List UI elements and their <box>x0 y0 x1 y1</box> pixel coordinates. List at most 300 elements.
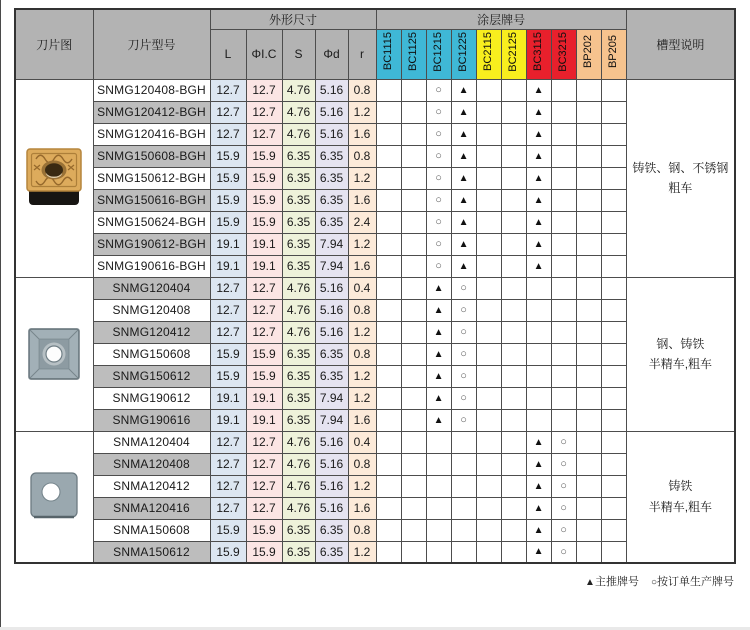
empty-marker-cell <box>501 541 526 563</box>
coating-marker-cell: ○ <box>426 255 451 277</box>
dimension-cell: 5.16 <box>315 475 348 497</box>
dimension-cell: 1.2 <box>348 541 376 563</box>
empty-marker-cell <box>551 409 576 431</box>
dimension-cell: 6.35 <box>282 409 315 431</box>
empty-marker-cell <box>476 475 501 497</box>
coating-marker-cell: ○ <box>551 431 576 453</box>
column-header-insert-image: 刀片图 <box>15 9 93 79</box>
dimension-cell: 6.35 <box>282 365 315 387</box>
empty-marker-cell <box>576 365 601 387</box>
empty-marker-cell <box>601 189 626 211</box>
empty-marker-cell <box>476 79 501 101</box>
empty-marker-cell <box>551 321 576 343</box>
empty-marker-cell <box>476 387 501 409</box>
coating-marker-cell: ○ <box>426 211 451 233</box>
empty-marker-cell <box>476 101 501 123</box>
empty-marker-cell <box>576 79 601 101</box>
empty-marker-cell <box>501 79 526 101</box>
dimension-cell: 15.9 <box>246 519 282 541</box>
empty-marker-cell <box>476 299 501 321</box>
dimension-cell: 12.7 <box>210 321 246 343</box>
empty-marker-cell <box>551 145 576 167</box>
empty-marker-cell <box>401 189 426 211</box>
coating-grade-label: BC2115 <box>482 32 495 71</box>
dimension-cell: 6.35 <box>315 541 348 563</box>
empty-marker-cell <box>401 387 426 409</box>
coating-marker-cell: ○ <box>551 519 576 541</box>
dimension-cell: 1.2 <box>348 101 376 123</box>
dimension-cell: 12.7 <box>210 277 246 299</box>
legend-triangle-icon: ▲ <box>585 577 595 588</box>
dimension-cell: 4.76 <box>282 79 315 101</box>
empty-marker-cell <box>426 541 451 563</box>
dimension-cell: 19.1 <box>246 255 282 277</box>
empty-marker-cell <box>551 167 576 189</box>
model-cell: SNMG120412 <box>93 321 210 343</box>
coating-marker-cell: ○ <box>551 453 576 475</box>
column-header-groove: 槽型说明 <box>626 9 735 79</box>
dimension-cell: 15.9 <box>210 145 246 167</box>
insert-spec-table <box>14 8 736 564</box>
dimension-cell: 5.16 <box>315 123 348 145</box>
empty-marker-cell <box>376 167 401 189</box>
empty-marker-cell <box>401 277 426 299</box>
model-cell: SNMG150608 <box>93 343 210 365</box>
empty-marker-cell <box>501 453 526 475</box>
empty-marker-cell <box>576 497 601 519</box>
catalog-page <box>14 8 734 589</box>
dimension-cell: 12.7 <box>246 497 282 519</box>
coating-marker-cell: ▲ <box>451 211 476 233</box>
coating-marker-cell: ○ <box>426 101 451 123</box>
dimension-cell: 4.76 <box>282 277 315 299</box>
model-cell: SNMG190612-BGH <box>93 233 210 255</box>
empty-marker-cell <box>501 365 526 387</box>
coating-marker-cell: ▲ <box>426 365 451 387</box>
legend <box>14 573 734 589</box>
coating-marker-cell: ▲ <box>526 189 551 211</box>
dimension-cell: 4.76 <box>282 453 315 475</box>
model-cell: SNMG150608-BGH <box>93 145 210 167</box>
empty-marker-cell <box>576 145 601 167</box>
coating-marker-cell: ○ <box>426 167 451 189</box>
empty-marker-cell <box>476 431 501 453</box>
dimension-cell: 12.7 <box>210 79 246 101</box>
empty-marker-cell <box>376 387 401 409</box>
empty-marker-cell <box>601 211 626 233</box>
empty-marker-cell <box>401 453 426 475</box>
empty-marker-cell <box>501 255 526 277</box>
empty-marker-cell <box>401 79 426 101</box>
empty-marker-cell <box>376 475 401 497</box>
empty-marker-cell <box>401 233 426 255</box>
dimension-cell: 1.2 <box>348 365 376 387</box>
empty-marker-cell <box>576 211 601 233</box>
page-left-edge <box>0 0 1 630</box>
empty-marker-cell <box>551 387 576 409</box>
empty-marker-cell <box>576 321 601 343</box>
dimension-cell: 7.94 <box>315 255 348 277</box>
dimension-cell: 19.1 <box>246 233 282 255</box>
empty-marker-cell <box>551 343 576 365</box>
empty-marker-cell <box>476 519 501 541</box>
coating-marker-cell: ▲ <box>526 453 551 475</box>
empty-marker-cell <box>576 409 601 431</box>
dimension-cell: 6.35 <box>282 145 315 167</box>
gold-chipbreaker-insert-image <box>26 147 82 209</box>
coating-grade-label: BC2125 <box>507 31 520 72</box>
empty-marker-cell <box>576 255 601 277</box>
empty-marker-cell <box>551 365 576 387</box>
empty-marker-cell <box>551 101 576 123</box>
coating-column-header <box>601 29 626 79</box>
coating-marker-cell: ▲ <box>526 497 551 519</box>
coating-marker-cell: ▲ <box>451 101 476 123</box>
legend-circle-icon: ○ <box>650 577 657 588</box>
empty-marker-cell <box>551 211 576 233</box>
empty-marker-cell <box>576 299 601 321</box>
dimension-cell: 6.35 <box>315 343 348 365</box>
dimension-cell: 1.6 <box>348 189 376 211</box>
dimension-cell: 5.16 <box>315 277 348 299</box>
groove-description-line: 半精车,粗车 <box>648 499 713 514</box>
dimension-cell: 15.9 <box>246 145 282 167</box>
empty-marker-cell <box>576 431 601 453</box>
empty-marker-cell <box>376 299 401 321</box>
dimension-cell: 5.16 <box>315 497 348 519</box>
empty-marker-cell <box>476 233 501 255</box>
coating-marker-cell: ▲ <box>526 233 551 255</box>
dimension-cell: 15.9 <box>210 365 246 387</box>
empty-marker-cell <box>401 343 426 365</box>
model-cell: SNMG190612 <box>93 387 210 409</box>
dimension-cell: 12.7 <box>210 497 246 519</box>
coating-marker-cell: ○ <box>551 497 576 519</box>
model-cell: SNMG150624-BGH <box>93 211 210 233</box>
dimension-cell: 4.76 <box>282 431 315 453</box>
groove-description-line: 钢、铸铁 <box>656 336 705 351</box>
coating-grade-label: BC1225 <box>457 31 470 72</box>
table-row <box>15 79 735 101</box>
dimension-cell: 19.1 <box>210 387 246 409</box>
empty-marker-cell <box>576 519 601 541</box>
model-cell: SNMG150612 <box>93 365 210 387</box>
dimension-cell: 6.35 <box>282 211 315 233</box>
coating-marker-cell: ○ <box>551 475 576 497</box>
empty-marker-cell <box>576 343 601 365</box>
coating-marker-cell: ○ <box>551 541 576 563</box>
empty-marker-cell <box>401 475 426 497</box>
empty-marker-cell <box>501 123 526 145</box>
coating-marker-cell: ○ <box>426 145 451 167</box>
dimension-cell: 12.7 <box>246 431 282 453</box>
coating-grade-label: BC3215 <box>557 31 570 72</box>
dimension-cell: 15.9 <box>210 541 246 563</box>
coating-grade-label: BC1125 <box>407 32 420 71</box>
empty-marker-cell <box>426 453 451 475</box>
dimension-cell: 2.4 <box>348 211 376 233</box>
groove-description-cell <box>626 431 735 563</box>
empty-marker-cell <box>401 431 426 453</box>
coating-marker-cell: ○ <box>426 79 451 101</box>
empty-marker-cell <box>501 431 526 453</box>
dimension-cell: 1.2 <box>348 167 376 189</box>
empty-marker-cell <box>376 101 401 123</box>
coating-marker-cell: ▲ <box>526 431 551 453</box>
empty-marker-cell <box>376 541 401 563</box>
empty-marker-cell <box>601 519 626 541</box>
empty-marker-cell <box>601 475 626 497</box>
coating-grade-label: BC1215 <box>432 31 445 72</box>
empty-marker-cell <box>551 189 576 211</box>
model-cell: SNMA120412 <box>93 475 210 497</box>
empty-marker-cell <box>576 277 601 299</box>
model-cell: SNMG120408-BGH <box>93 79 210 101</box>
coating-marker-cell: ▲ <box>426 299 451 321</box>
coating-marker-cell: ○ <box>451 299 476 321</box>
empty-marker-cell <box>501 211 526 233</box>
insert-image-cell <box>15 431 93 563</box>
empty-marker-cell <box>551 123 576 145</box>
dimension-cell: 6.35 <box>282 233 315 255</box>
empty-marker-cell <box>551 79 576 101</box>
groove-description-cell <box>626 79 735 277</box>
dimension-cell: 12.7 <box>210 431 246 453</box>
dimension-cell: 5.16 <box>315 101 348 123</box>
empty-marker-cell <box>451 519 476 541</box>
model-cell: SNMG120408 <box>93 299 210 321</box>
coating-marker-cell: ▲ <box>526 475 551 497</box>
empty-marker-cell <box>601 365 626 387</box>
dimension-cell: 0.8 <box>348 519 376 541</box>
empty-marker-cell <box>376 189 401 211</box>
dimension-cell: 1.2 <box>348 321 376 343</box>
empty-marker-cell <box>376 211 401 233</box>
coating-marker-cell: ▲ <box>526 145 551 167</box>
dimension-cell: 12.7 <box>246 123 282 145</box>
insert-image-cell <box>15 277 93 431</box>
empty-marker-cell <box>551 255 576 277</box>
empty-marker-cell <box>551 277 576 299</box>
coating-grade-label: BP205 <box>607 34 620 69</box>
empty-marker-cell <box>526 365 551 387</box>
dimension-cell: 6.35 <box>315 211 348 233</box>
empty-marker-cell <box>576 101 601 123</box>
empty-marker-cell <box>501 145 526 167</box>
empty-marker-cell <box>476 365 501 387</box>
dimension-cell: 15.9 <box>210 167 246 189</box>
groove-description-line: 铸铁 <box>668 479 693 494</box>
column-header-model: 刀片型号 <box>93 9 210 79</box>
dimension-cell: 7.94 <box>315 233 348 255</box>
empty-marker-cell <box>501 101 526 123</box>
empty-marker-cell <box>501 475 526 497</box>
coating-marker-cell: ▲ <box>451 79 476 101</box>
dimension-cell: 6.35 <box>282 167 315 189</box>
empty-marker-cell <box>576 475 601 497</box>
coating-marker-cell: ▲ <box>526 519 551 541</box>
dimension-cell: 15.9 <box>246 541 282 563</box>
dimension-cell: 6.35 <box>282 541 315 563</box>
empty-marker-cell <box>476 541 501 563</box>
dimension-column-header: r <box>348 29 376 79</box>
empty-marker-cell <box>576 233 601 255</box>
empty-marker-cell <box>476 255 501 277</box>
dimension-cell: 1.6 <box>348 497 376 519</box>
empty-marker-cell <box>501 321 526 343</box>
dimension-cell: 5.16 <box>315 321 348 343</box>
dimension-cell: 6.35 <box>315 365 348 387</box>
coating-marker-cell: ○ <box>451 409 476 431</box>
empty-marker-cell <box>576 189 601 211</box>
dimension-cell: 5.16 <box>315 299 348 321</box>
coating-marker-cell: ▲ <box>451 233 476 255</box>
coating-marker-cell: ○ <box>426 233 451 255</box>
dimension-cell: 12.7 <box>210 123 246 145</box>
coating-marker-cell: ○ <box>426 123 451 145</box>
coating-grade-label: BC3115 <box>532 32 545 71</box>
empty-marker-cell <box>601 79 626 101</box>
empty-marker-cell <box>501 519 526 541</box>
dimension-cell: 0.8 <box>348 145 376 167</box>
dimension-cell: 15.9 <box>210 519 246 541</box>
model-cell: SNMG120416-BGH <box>93 123 210 145</box>
dimension-cell: 6.35 <box>282 387 315 409</box>
empty-marker-cell <box>426 497 451 519</box>
groove-description-line: 铸铁、钢、不锈钢 <box>632 160 729 175</box>
dimension-cell: 1.6 <box>348 123 376 145</box>
coating-marker-cell: ▲ <box>451 189 476 211</box>
empty-marker-cell <box>501 497 526 519</box>
dimension-cell: 12.7 <box>246 321 282 343</box>
dimension-cell: 15.9 <box>210 343 246 365</box>
empty-marker-cell <box>501 233 526 255</box>
empty-marker-cell <box>376 233 401 255</box>
dimension-cell: 4.76 <box>282 497 315 519</box>
dimension-cell: 12.7 <box>210 453 246 475</box>
empty-marker-cell <box>376 497 401 519</box>
dimension-cell: 0.8 <box>348 453 376 475</box>
dimension-cell: 6.35 <box>315 189 348 211</box>
dimension-cell: 12.7 <box>210 299 246 321</box>
column-header-coating: 涂层牌号 <box>376 9 626 29</box>
empty-marker-cell <box>526 387 551 409</box>
dimension-cell: 12.7 <box>246 101 282 123</box>
dimension-cell: 5.16 <box>315 453 348 475</box>
dimension-cell: 15.9 <box>210 189 246 211</box>
empty-marker-cell <box>476 321 501 343</box>
coating-marker-cell: ▲ <box>426 277 451 299</box>
dimension-cell: 19.1 <box>210 233 246 255</box>
empty-marker-cell <box>376 277 401 299</box>
model-cell: SNMG150616-BGH <box>93 189 210 211</box>
table-row <box>15 431 735 453</box>
coating-marker-cell: ○ <box>451 387 476 409</box>
empty-marker-cell <box>401 497 426 519</box>
empty-marker-cell <box>501 387 526 409</box>
empty-marker-cell <box>601 431 626 453</box>
dimension-cell: 4.76 <box>282 299 315 321</box>
empty-marker-cell <box>601 277 626 299</box>
empty-marker-cell <box>401 123 426 145</box>
empty-marker-cell <box>526 321 551 343</box>
empty-marker-cell <box>601 167 626 189</box>
empty-marker-cell <box>601 299 626 321</box>
empty-marker-cell <box>401 167 426 189</box>
empty-marker-cell <box>576 453 601 475</box>
empty-marker-cell <box>601 255 626 277</box>
dimension-cell: 5.16 <box>315 79 348 101</box>
gray-beveled-insert-image <box>28 328 80 380</box>
empty-marker-cell <box>451 453 476 475</box>
empty-marker-cell <box>426 475 451 497</box>
coating-marker-cell: ▲ <box>426 409 451 431</box>
coating-marker-cell: ▲ <box>526 79 551 101</box>
dimension-column-header: Φd <box>315 29 348 79</box>
dimension-cell: 0.4 <box>348 431 376 453</box>
empty-marker-cell <box>376 453 401 475</box>
dimension-cell: 12.7 <box>246 453 282 475</box>
coating-marker-cell: ○ <box>426 189 451 211</box>
empty-marker-cell <box>401 365 426 387</box>
dimension-cell: 7.94 <box>315 387 348 409</box>
empty-marker-cell <box>501 189 526 211</box>
empty-marker-cell <box>476 189 501 211</box>
dimension-cell: 15.9 <box>246 211 282 233</box>
coating-marker-cell: ▲ <box>426 321 451 343</box>
gray-flat-insert-image <box>30 472 78 522</box>
coating-marker-cell: ▲ <box>451 145 476 167</box>
coating-column-header <box>426 29 451 79</box>
dimension-cell: 15.9 <box>246 365 282 387</box>
dimension-cell: 12.7 <box>246 299 282 321</box>
coating-marker-cell: ▲ <box>526 541 551 563</box>
empty-marker-cell <box>376 519 401 541</box>
model-cell: SNMG190616-BGH <box>93 255 210 277</box>
groove-description-cell <box>626 277 735 431</box>
empty-marker-cell <box>601 409 626 431</box>
empty-marker-cell <box>476 211 501 233</box>
dimension-cell: 4.76 <box>282 123 315 145</box>
empty-marker-cell <box>376 343 401 365</box>
empty-marker-cell <box>601 321 626 343</box>
dimension-cell: 0.4 <box>348 277 376 299</box>
empty-marker-cell <box>476 167 501 189</box>
coating-marker-cell: ▲ <box>526 101 551 123</box>
empty-marker-cell <box>401 299 426 321</box>
dimension-cell: 12.7 <box>246 277 282 299</box>
empty-marker-cell <box>601 453 626 475</box>
empty-marker-cell <box>376 431 401 453</box>
model-cell: SNMA150608 <box>93 519 210 541</box>
empty-marker-cell <box>501 343 526 365</box>
empty-marker-cell <box>601 233 626 255</box>
coating-marker-cell: ▲ <box>526 123 551 145</box>
empty-marker-cell <box>501 167 526 189</box>
dimension-cell: 15.9 <box>246 343 282 365</box>
coating-marker-cell: ▲ <box>451 167 476 189</box>
groove-description-line: 粗车 <box>668 181 693 195</box>
empty-marker-cell <box>601 101 626 123</box>
dimension-cell: 19.1 <box>246 387 282 409</box>
empty-marker-cell <box>376 255 401 277</box>
legend-triangle-label: 主推牌号 <box>594 576 639 588</box>
model-cell: SNMG150612-BGH <box>93 167 210 189</box>
column-header-dimensions: 外形尺寸 <box>210 9 376 29</box>
empty-marker-cell <box>376 321 401 343</box>
empty-marker-cell <box>376 409 401 431</box>
dimension-cell: 19.1 <box>246 409 282 431</box>
